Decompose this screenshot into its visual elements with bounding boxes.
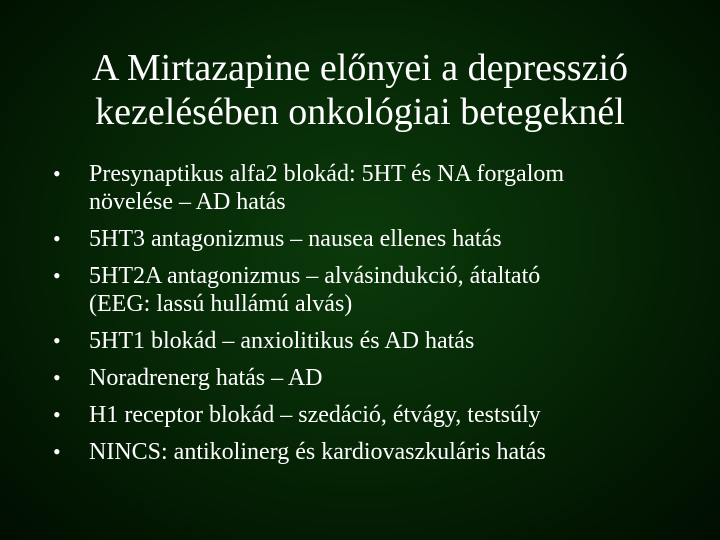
title-line-2: kezelésében onkológiai betegeknél	[95, 91, 625, 133]
bullet-text-line: növelése – AD hatás	[89, 189, 286, 215]
bullet-dot-icon: •	[53, 263, 61, 288]
bullet-list	[53, 160, 703, 475]
bullet-dot-icon: •	[53, 365, 61, 390]
bullet-dot-icon: •	[53, 161, 61, 186]
bullet-item-noradrenergic	[53, 364, 703, 392]
bullet-item-presynaptic-alpha2	[53, 160, 703, 216]
bullet-text-line: 5HT2A antagonizmus – alvásindukció, átaltató	[89, 263, 541, 289]
bullet-item-5ht1	[53, 327, 703, 355]
bullet-dot-icon: •	[53, 328, 61, 353]
bullet-dot-icon: •	[53, 226, 61, 251]
bullet-text-line: H1 receptor blokád – szedáció, étvágy, testsúly	[89, 402, 541, 428]
bullet-dot-icon: •	[53, 439, 61, 464]
bullet-text-line: NINCS: antikolinerg és kardiovaszkuláris hatás	[89, 439, 546, 465]
slide-title	[40, 46, 680, 134]
bullet-dot-icon: •	[53, 402, 61, 427]
bullet-text-line: Noradrenerg hatás – AD	[89, 365, 323, 391]
bullet-item-no-anticholinergic	[53, 438, 703, 466]
bullet-text-line: 5HT3 antagonizmus – nausea ellenes hatás	[89, 226, 502, 252]
bullet-item-5ht2a	[53, 262, 703, 318]
bullet-text-line: Presynaptikus alfa2 blokád: 5HT és NA forgalom	[89, 161, 565, 187]
bullet-item-5ht3	[53, 225, 703, 253]
title-line-1: A Mirtazapine előnyei a depresszió	[91, 47, 629, 89]
bullet-text-line: (EEG: lassú hullámú alvás)	[89, 291, 353, 317]
bullet-item-h1-receptor	[53, 401, 703, 429]
bullet-text-line: 5HT1 blokád – anxiolitikus és AD hatás	[89, 328, 475, 354]
